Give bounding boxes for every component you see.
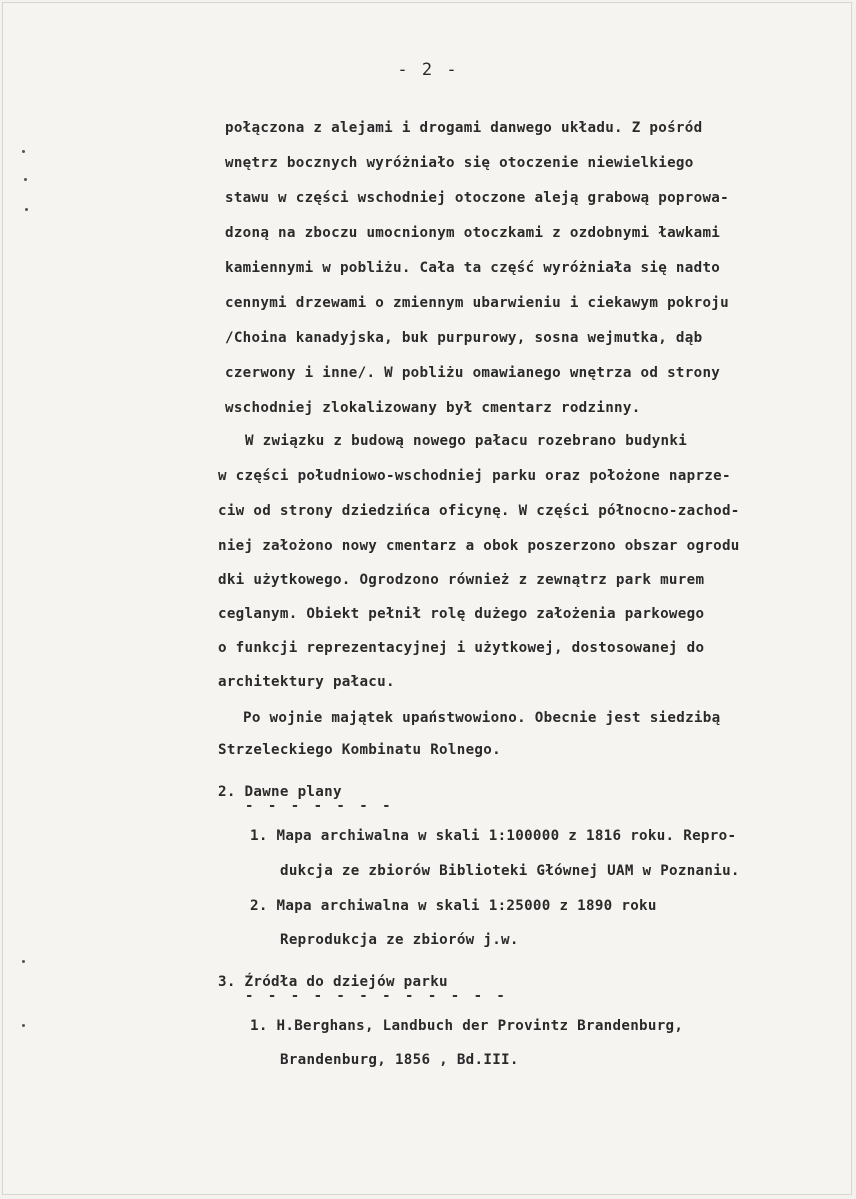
section-3-heading: 3. Źródła do dziejów parku	[218, 974, 448, 990]
margin-mark	[22, 960, 25, 963]
section-3-item-1-line-1: 1. H.Berghans, Landbuch der Provintz Brandenburg,	[250, 1018, 684, 1034]
paragraph-1-line: czerwony i inne/. W pobliżu omawianego wnętrza od strony	[225, 365, 721, 381]
page-number: - 2 -	[397, 60, 459, 80]
paragraph-1-line: wschodniej zlokalizowany był cmentarz rodzinny.	[225, 400, 641, 416]
section-2-item-2-line-1: 2. Mapa archiwalna w skali 1:25000 z 1890 roku	[250, 898, 657, 914]
paragraph-2-line: W związku z budową nowego pałacu rozebrano budynki	[245, 433, 688, 449]
paragraph-1-line: dzoną na zboczu umocnionym otoczkami z ozdobnymi ławkami	[225, 225, 721, 241]
paragraph-1-line: kamiennymi w pobliżu. Cała ta część wyróżniała się nadto	[225, 260, 721, 276]
section-2-heading: 2. Dawne plany	[218, 784, 342, 800]
margin-mark	[25, 208, 28, 211]
paragraph-2-line: ceglanym. Obiekt pełnił rolę dużego założenia parkowego	[218, 606, 705, 622]
section-2-heading-underline: - - - - - - -	[245, 798, 394, 814]
section-3-item-1-line-2: Brandenburg, 1856 , Bd.III.	[280, 1052, 519, 1068]
section-2-item-1-line-1: 1. Mapa archiwalna w skali 1:100000 z 1816 roku. Repro-	[250, 828, 737, 844]
paragraph-1-line: /Choina kanadyjska, buk purpurowy, sosna wejmutka, dąb	[225, 330, 703, 346]
paragraph-2-line: architektury pałacu.	[218, 674, 395, 690]
section-2-item-2-line-2: Reprodukcja ze zbiorów j.w.	[280, 932, 519, 948]
section-2-item-1-line-2: dukcja ze zbiorów Biblioteki Głównej UAM w Poznaniu.	[280, 863, 740, 879]
margin-mark	[24, 178, 27, 181]
paragraph-2-line: niej założono nowy cmentarz a obok poszerzono obszar ogrodu	[218, 538, 740, 554]
paragraph-1-line: cennymi drzewami o zmiennym ubarwieniu i ciekawym pokroju	[225, 295, 729, 311]
paragraph-3-line: Strzeleckiego Kombinatu Rolnego.	[218, 742, 501, 758]
margin-mark	[22, 1024, 25, 1027]
paragraph-2-line: o funkcji reprezentacyjnej i użytkowej, dostosowanej do	[218, 640, 705, 656]
paragraph-2-line: ciw od strony dziedzińca oficynę. W części północno-zachod-	[218, 503, 740, 519]
paragraph-3-line: Po wojnie majątek upaństwowiono. Obecnie jest siedzibą	[243, 710, 721, 726]
document-page	[2, 2, 852, 1195]
paragraph-2-line: dki użytkowego. Ogrodzono również z zewnątrz park murem	[218, 572, 705, 588]
margin-mark	[22, 150, 25, 153]
paragraph-1-line: połączona z alejami i drogami danwego układu. Z pośród	[225, 120, 703, 136]
paragraph-2-line: w części południowo-wschodniej parku oraz położone naprze-	[218, 468, 731, 484]
paragraph-1-line: stawu w części wschodniej otoczone aleją grabową poprowa-	[225, 190, 729, 206]
section-3-heading-underline: - - - - - - - - - - - -	[245, 988, 508, 1004]
paragraph-1-line: wnętrz bocznych wyróżniało się otoczenie niewielkiego	[225, 155, 694, 171]
